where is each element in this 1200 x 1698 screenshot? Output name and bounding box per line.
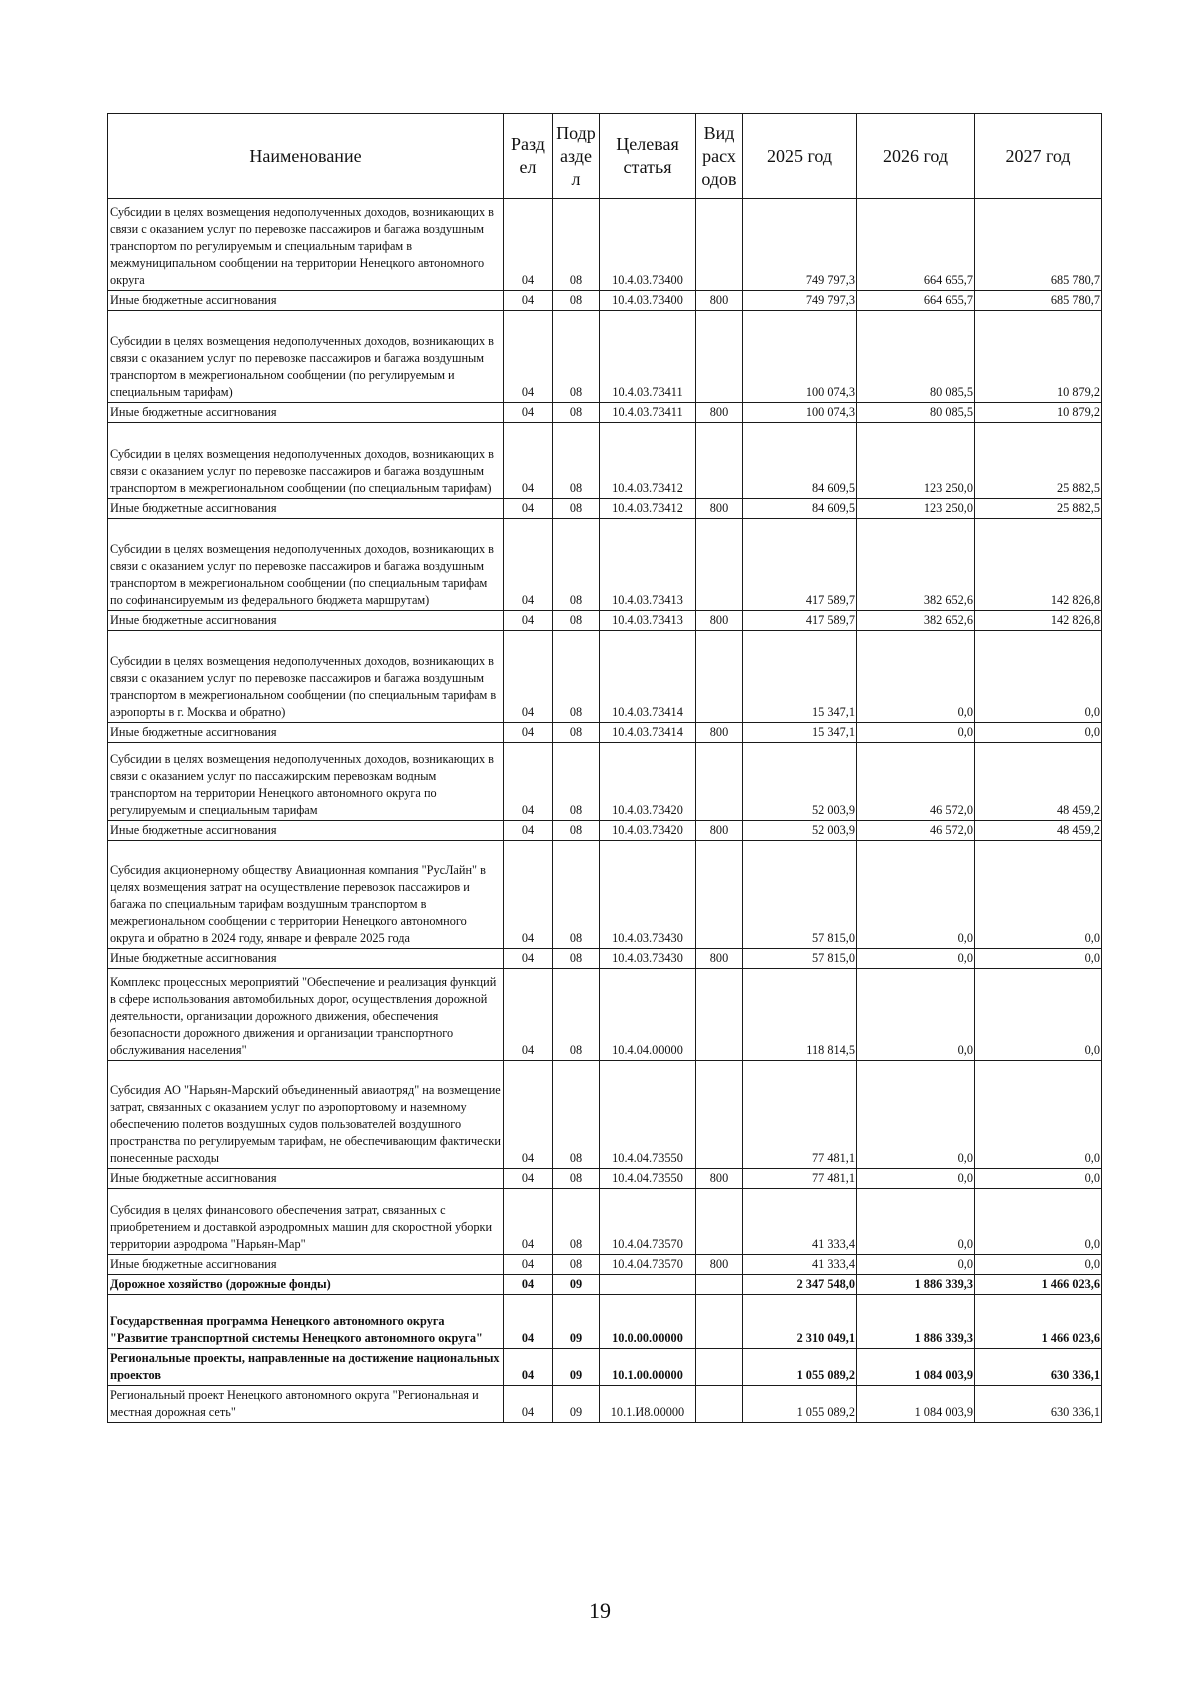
cell-exp-type — [696, 1275, 743, 1295]
cell-name: Иные бюджетные ассигнования — [108, 499, 504, 519]
cell-2025: 41 333,4 — [743, 1189, 857, 1255]
table-row — [108, 1061, 1102, 1169]
cell-exp-type: 800 — [696, 723, 743, 743]
cell-section: 04 — [504, 611, 553, 631]
cell-2027: 0,0 — [975, 1169, 1102, 1189]
cell-2025: 52 003,9 — [743, 743, 857, 821]
cell-subsection: 08 — [553, 1169, 600, 1189]
cell-target: 10.4.04.73550 — [600, 1061, 696, 1169]
cell-name: Субсидия в целях финансового обеспечения затрат, связанных с приобретением и доставкой аэродромных машин для скоростной уборки территории аэродрома "Нарьян-Мар" — [108, 1189, 504, 1255]
cell-subsection: 08 — [553, 841, 600, 949]
cell-2025: 100 074,3 — [743, 311, 857, 403]
cell-section: 04 — [504, 1349, 553, 1386]
cell-exp-type — [696, 1349, 743, 1386]
cell-2025: 57 815,0 — [743, 949, 857, 969]
table-row — [108, 631, 1102, 723]
cell-section: 04 — [504, 743, 553, 821]
cell-exp-type: 800 — [696, 403, 743, 423]
cell-2025: 118 814,5 — [743, 969, 857, 1061]
cell-2027: 25 882,5 — [975, 423, 1102, 499]
table-row — [108, 1169, 1102, 1189]
cell-target: 10.4.03.73411 — [600, 311, 696, 403]
cell-2025: 77 481,1 — [743, 1061, 857, 1169]
cell-target: 10.4.03.73430 — [600, 841, 696, 949]
cell-2027: 0,0 — [975, 1061, 1102, 1169]
cell-subsection: 08 — [553, 199, 600, 291]
cell-2027: 0,0 — [975, 631, 1102, 723]
table-row — [108, 1349, 1102, 1386]
cell-name: Иные бюджетные ассигнования — [108, 291, 504, 311]
cell-2026: 664 655,7 — [857, 291, 975, 311]
table-row — [108, 291, 1102, 311]
cell-section: 04 — [504, 423, 553, 499]
table-row — [108, 311, 1102, 403]
cell-2026: 382 652,6 — [857, 519, 975, 611]
cell-2026: 0,0 — [857, 1169, 975, 1189]
cell-2026: 123 250,0 — [857, 423, 975, 499]
cell-2027: 0,0 — [975, 1255, 1102, 1275]
cell-2025: 15 347,1 — [743, 631, 857, 723]
cell-target: 10.0.00.00000 — [600, 1295, 696, 1349]
cell-name: Иные бюджетные ассигнования — [108, 1169, 504, 1189]
cell-2025: 417 589,7 — [743, 611, 857, 631]
cell-2026: 0,0 — [857, 631, 975, 723]
cell-2027: 0,0 — [975, 841, 1102, 949]
cell-target: 10.4.04.73570 — [600, 1189, 696, 1255]
header-2025: 2025 год — [743, 114, 857, 199]
cell-2025: 417 589,7 — [743, 519, 857, 611]
cell-section: 04 — [504, 841, 553, 949]
cell-2026: 46 572,0 — [857, 743, 975, 821]
cell-2027: 630 336,1 — [975, 1349, 1102, 1386]
cell-subsection: 08 — [553, 291, 600, 311]
cell-2025: 100 074,3 — [743, 403, 857, 423]
cell-exp-type — [696, 1386, 743, 1423]
table-row — [108, 1386, 1102, 1423]
cell-subsection: 08 — [553, 1189, 600, 1255]
header-exp-type: Вид расх одов — [696, 114, 743, 199]
cell-2027: 142 826,8 — [975, 611, 1102, 631]
page-number: 19 — [589, 1598, 611, 1623]
table-row — [108, 949, 1102, 969]
cell-target: 10.4.03.73414 — [600, 631, 696, 723]
cell-name: Субсидии в целях возмещения недополученных доходов, возникающих в связи с оказанием услуг по пассажирским перевозкам водным транспортом на территории Ненецкого автономного округа по регулируемым и специальным тарифам — [108, 743, 504, 821]
cell-2027: 25 882,5 — [975, 499, 1102, 519]
cell-exp-type — [696, 841, 743, 949]
cell-2025: 84 609,5 — [743, 423, 857, 499]
cell-2025: 1 055 089,2 — [743, 1349, 857, 1386]
cell-name: Иные бюджетные ассигнования — [108, 1255, 504, 1275]
cell-section: 04 — [504, 821, 553, 841]
cell-2026: 1 084 003,9 — [857, 1386, 975, 1423]
cell-target: 10.4.03.73400 — [600, 291, 696, 311]
table-row — [108, 1255, 1102, 1275]
cell-section: 04 — [504, 949, 553, 969]
cell-target: 10.4.03.73414 — [600, 723, 696, 743]
table-row — [108, 743, 1102, 821]
cell-subsection: 09 — [553, 1295, 600, 1349]
cell-name: Иные бюджетные ассигнования — [108, 949, 504, 969]
cell-exp-type — [696, 969, 743, 1061]
cell-name: Иные бюджетные ассигнования — [108, 611, 504, 631]
cell-section: 04 — [504, 1189, 553, 1255]
cell-2027: 0,0 — [975, 1189, 1102, 1255]
cell-2026: 0,0 — [857, 723, 975, 743]
cell-target: 10.4.03.73411 — [600, 403, 696, 423]
cell-2025: 41 333,4 — [743, 1255, 857, 1275]
cell-subsection: 08 — [553, 969, 600, 1061]
cell-2027: 0,0 — [975, 949, 1102, 969]
cell-name: Иные бюджетные ассигнования — [108, 723, 504, 743]
cell-subsection: 08 — [553, 519, 600, 611]
cell-2027: 1 466 023,6 — [975, 1275, 1102, 1295]
table-body — [108, 199, 1102, 1423]
table-row — [108, 821, 1102, 841]
cell-subsection: 08 — [553, 821, 600, 841]
cell-section: 04 — [504, 1295, 553, 1349]
cell-subsection: 08 — [553, 611, 600, 631]
budget-table — [107, 113, 1102, 1423]
table-row — [108, 199, 1102, 291]
cell-name: Комплекс процессных мероприятий "Обеспечение и реализация функций в сфере использования автомобильных дорог, осуществления дорожной деятельности, организации дорожного движения, обеспечения безопасности дорожного движения и организации транспортного обслуживания населения" — [108, 969, 504, 1061]
header-2027: 2027 год — [975, 114, 1102, 199]
cell-2025: 749 797,3 — [743, 291, 857, 311]
header-target: Целевая статья — [600, 114, 696, 199]
cell-2026: 0,0 — [857, 969, 975, 1061]
cell-2027: 685 780,7 — [975, 291, 1102, 311]
cell-target: 10.4.03.73412 — [600, 499, 696, 519]
cell-2026: 0,0 — [857, 949, 975, 969]
cell-2025: 57 815,0 — [743, 841, 857, 949]
cell-name: Субсидии в целях возмещения недополученных доходов, возникающих в связи с оказанием услуг по перевозке пассажиров и багажа воздушным транспортом по регулируемым и специальным тарифам в межмуниципальном сообщении на территории Ненецкого автономного округа — [108, 199, 504, 291]
cell-name: Субсидия акционерному обществу Авиационная компания "РусЛайн" в целях возмещения затрат на осуществление перевозок пассажиров и багажа по специальным тарифам воздушным транспортом в межрегиональном сообщении с территории Ненецкого автономного округа и обратно в 2024 году, январе и феврале 2025 года — [108, 841, 504, 949]
cell-subsection: 08 — [553, 949, 600, 969]
cell-name: Иные бюджетные ассигнования — [108, 403, 504, 423]
cell-subsection: 09 — [553, 1386, 600, 1423]
cell-2026: 46 572,0 — [857, 821, 975, 841]
cell-2027: 10 879,2 — [975, 311, 1102, 403]
cell-2027: 685 780,7 — [975, 199, 1102, 291]
cell-2027: 10 879,2 — [975, 403, 1102, 423]
cell-exp-type — [696, 519, 743, 611]
cell-section: 04 — [504, 403, 553, 423]
header-section: Разд ел — [504, 114, 553, 199]
cell-name: Субсидии в целях возмещения недополученных доходов, возникающих в связи с оказанием услуг по перевозке пассажиров и багажа воздушным транспортом в межрегиональном сообщении (по регулируемым и специальным тарифам) — [108, 311, 504, 403]
cell-2025: 2 310 049,1 — [743, 1295, 857, 1349]
cell-2026: 1 084 003,9 — [857, 1349, 975, 1386]
table-row — [108, 969, 1102, 1061]
cell-target: 10.4.04.00000 — [600, 969, 696, 1061]
cell-2027: 630 336,1 — [975, 1386, 1102, 1423]
cell-exp-type — [696, 423, 743, 499]
cell-exp-type: 800 — [696, 499, 743, 519]
cell-section: 04 — [504, 723, 553, 743]
cell-2026: 1 886 339,3 — [857, 1295, 975, 1349]
cell-2025: 15 347,1 — [743, 723, 857, 743]
cell-section: 04 — [504, 1061, 553, 1169]
cell-2026: 0,0 — [857, 1061, 975, 1169]
cell-name: Субсидии в целях возмещения недополученных доходов, возникающих в связи с оказанием услуг по перевозке пассажиров и багажа воздушным транспортом в межрегиональном сообщении (по специальным тарифам по софинансируемым из федерального бюджета маршрутам) — [108, 519, 504, 611]
cell-2027: 48 459,2 — [975, 821, 1102, 841]
header-subsection: Подр азде л — [553, 114, 600, 199]
cell-target: 10.1.И8.00000 — [600, 1386, 696, 1423]
cell-name: Субсидии в целях возмещения недополученных доходов, возникающих в связи с оказанием услуг по перевозке пассажиров и багажа воздушным транспортом в межрегиональном сообщении (по специальным тарифам) — [108, 423, 504, 499]
cell-name: Субсидия АО "Нарьян-Марский объединенный авиаотряд" на возмещение затрат, связанных с оказанием услуг по аэропортовому и наземному обеспечению полетов воздушных судов пользователей воздушного пространства по регулируемым тарифам, не обеспечивающим фактически понесенные расходы — [108, 1061, 504, 1169]
cell-exp-type: 800 — [696, 1169, 743, 1189]
cell-2027: 0,0 — [975, 723, 1102, 743]
cell-2026: 0,0 — [857, 1255, 975, 1275]
table-row — [108, 403, 1102, 423]
cell-2026: 664 655,7 — [857, 199, 975, 291]
cell-target: 10.4.03.73430 — [600, 949, 696, 969]
table-row — [108, 519, 1102, 611]
cell-2025: 77 481,1 — [743, 1169, 857, 1189]
cell-2025: 2 347 548,0 — [743, 1275, 857, 1295]
cell-exp-type: 800 — [696, 1255, 743, 1275]
table-row — [108, 611, 1102, 631]
cell-2025: 52 003,9 — [743, 821, 857, 841]
cell-section: 04 — [504, 499, 553, 519]
cell-subsection: 08 — [553, 1255, 600, 1275]
cell-target: 10.4.03.73400 — [600, 199, 696, 291]
cell-2026: 80 085,5 — [857, 403, 975, 423]
cell-subsection: 08 — [553, 311, 600, 403]
cell-subsection: 08 — [553, 631, 600, 723]
cell-section: 04 — [504, 1255, 553, 1275]
cell-exp-type — [696, 631, 743, 723]
cell-name: Иные бюджетные ассигнования — [108, 821, 504, 841]
cell-2026: 80 085,5 — [857, 311, 975, 403]
cell-2025: 1 055 089,2 — [743, 1386, 857, 1423]
cell-subsection: 08 — [553, 403, 600, 423]
header-2026: 2026 год — [857, 114, 975, 199]
cell-2026: 123 250,0 — [857, 499, 975, 519]
cell-name: Субсидии в целях возмещения недополученных доходов, возникающих в связи с оказанием услуг по перевозке пассажиров и багажа воздушным транспортом в межрегиональном сообщении (по специальным тарифам в аэропорты в г. Москва и обратно) — [108, 631, 504, 723]
cell-target: 10.4.03.73420 — [600, 821, 696, 841]
cell-section: 04 — [504, 1386, 553, 1423]
cell-subsection: 09 — [553, 1349, 600, 1386]
cell-target: 10.4.03.73413 — [600, 611, 696, 631]
cell-exp-type — [696, 1189, 743, 1255]
cell-exp-type — [696, 1061, 743, 1169]
cell-target: 10.1.00.00000 — [600, 1349, 696, 1386]
cell-subsection: 08 — [553, 423, 600, 499]
table-row — [108, 841, 1102, 949]
cell-exp-type — [696, 743, 743, 821]
table-row — [108, 723, 1102, 743]
cell-target — [600, 1275, 696, 1295]
cell-section: 04 — [504, 631, 553, 723]
cell-2027: 1 466 023,6 — [975, 1295, 1102, 1349]
cell-section: 04 — [504, 311, 553, 403]
cell-target: 10.4.03.73412 — [600, 423, 696, 499]
cell-2026: 1 886 339,3 — [857, 1275, 975, 1295]
cell-target: 10.4.03.73420 — [600, 743, 696, 821]
cell-name: Государственная программа Ненецкого автономного округа "Развитие транспортной системы Ненецкого автономного округа" — [108, 1295, 504, 1349]
cell-section: 04 — [504, 1275, 553, 1295]
cell-2027: 142 826,8 — [975, 519, 1102, 611]
header-row — [108, 114, 1102, 199]
cell-name: Региональный проект Ненецкого автономного округа "Региональная и местная дорожная сеть" — [108, 1386, 504, 1423]
cell-target: 10.4.04.73570 — [600, 1255, 696, 1275]
table-row — [108, 1295, 1102, 1349]
cell-exp-type: 800 — [696, 949, 743, 969]
cell-2026: 0,0 — [857, 841, 975, 949]
cell-section: 04 — [504, 291, 553, 311]
cell-name: Дорожное хозяйство (дорожные фонды) — [108, 1275, 504, 1295]
cell-section: 04 — [504, 199, 553, 291]
cell-2027: 48 459,2 — [975, 743, 1102, 821]
cell-2026: 382 652,6 — [857, 611, 975, 631]
cell-section: 04 — [504, 969, 553, 1061]
cell-section: 04 — [504, 519, 553, 611]
cell-subsection: 08 — [553, 1061, 600, 1169]
cell-2025: 749 797,3 — [743, 199, 857, 291]
table-row — [108, 423, 1102, 499]
cell-name: Региональные проекты, направленные на достижение национальных проектов — [108, 1349, 504, 1386]
cell-target: 10.4.04.73550 — [600, 1169, 696, 1189]
cell-exp-type — [696, 199, 743, 291]
cell-section: 04 — [504, 1169, 553, 1189]
cell-subsection: 09 — [553, 1275, 600, 1295]
cell-subsection: 08 — [553, 499, 600, 519]
cell-exp-type — [696, 1295, 743, 1349]
cell-2027: 0,0 — [975, 969, 1102, 1061]
cell-subsection: 08 — [553, 723, 600, 743]
cell-exp-type: 800 — [696, 611, 743, 631]
cell-subsection: 08 — [553, 743, 600, 821]
table-row — [108, 499, 1102, 519]
table-row — [108, 1275, 1102, 1295]
cell-exp-type: 800 — [696, 291, 743, 311]
cell-2025: 84 609,5 — [743, 499, 857, 519]
cell-target: 10.4.03.73413 — [600, 519, 696, 611]
header-name: Наименование — [108, 114, 504, 199]
cell-exp-type — [696, 311, 743, 403]
table-row — [108, 1189, 1102, 1255]
cell-exp-type: 800 — [696, 821, 743, 841]
cell-2026: 0,0 — [857, 1189, 975, 1255]
